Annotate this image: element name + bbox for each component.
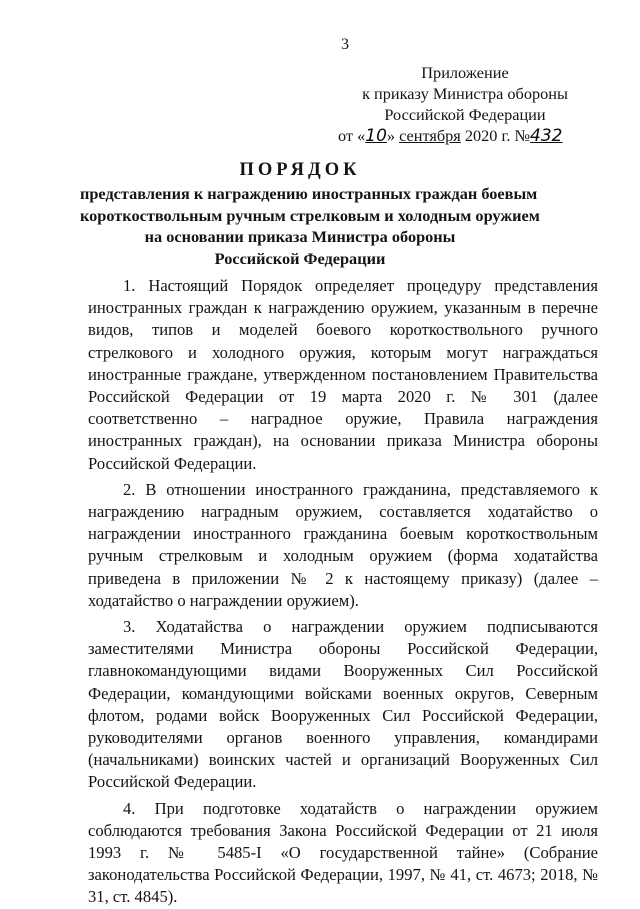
document-subtitle	[80, 183, 540, 269]
paragraph-3: 3. Ходатайства о награждении оружием подписываются заместителями Министра обороны Российской Федерации, главнокомандующими видами Вооруженных Сил Российской Федерации, командующими войсками военных округов, Северным флотом, родами войск Вооруженных Сил Российской Федерации, руководителями органов военного управления, командирами (начальниками) воинских частей и организаций Вооруженных Сил Российской Федерации.	[88, 617, 598, 792]
subtitle-line: на основании приказа Министра обороны	[144, 227, 456, 246]
document-title: ПОРЯДОК	[239, 160, 361, 180]
document-body	[88, 275, 598, 909]
date-mid: »	[386, 126, 396, 145]
page-number: 3	[341, 36, 349, 53]
appendix-federation: Российской Федерации	[384, 105, 546, 124]
appendix-label: Приложение	[421, 63, 509, 82]
subtitle-line: Российской Федерации	[214, 248, 386, 268]
handwritten-number: 432	[530, 126, 563, 146]
date-year: 2020 г. №	[464, 126, 531, 145]
appendix-header	[330, 62, 600, 147]
date-prefix: от «	[338, 126, 366, 145]
paragraph-1: 1. Настоящий Порядок определяет процедуру представления иностранных граждан к награждению оружием, указанным в перечне видов, типов и моделей боевого короткоствольного ручного стрелкового и холодного оружия, которым могут награждаться иностранные граждане, утвержденном постановлением Правительства Российской Федерации от 19 марта 2020 г. № 301 (далее соответственно – наградное оружие, Правила награждения иностранных граждан), на основании приказа Министра обороны Российской Федерации.	[88, 276, 598, 473]
paragraph-4: 4. При подготовке ходатайств о награждении оружием соблюдаются требования Закона Российской Федерации от 21 июля 1993 г. № 5485-I «О государственной тайне» (Собрание законодательства Российской Федерации, 1997, № 41, ст. 4673; 2018, № 31, ст. 4845).	[88, 798, 598, 907]
appendix-order-ref: к приказу Министра обороны	[362, 84, 568, 103]
handwritten-day: 10	[365, 126, 387, 146]
paragraph-2: 2. В отношении иностранного гражданина, представляемого к награждению наградным оружием, составляется ходатайство о награждении иностранного гражданина боевым короткоствольным ручным стрелковым и холодным оружием (форма ходатайства приведена в приложении № 2 к настоящему приказу) (далее – ходатайство о награждении оружием).	[88, 479, 598, 610]
appendix-date-line	[330, 125, 600, 147]
date-month: сентября	[399, 126, 461, 145]
subtitle-line: короткоствольным ручным стрелковым и холодным оружием	[80, 205, 540, 225]
subtitle-line: представления к награждению иностранных граждан боевым	[80, 184, 538, 203]
